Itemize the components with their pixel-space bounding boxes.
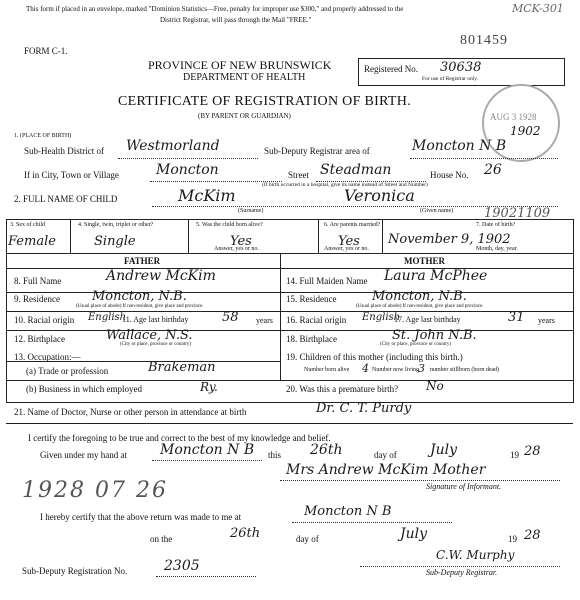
city-label: If in City, Town or Village [24, 170, 119, 180]
city-value: Moncton [156, 162, 219, 178]
area-value: Moncton N B [412, 138, 507, 154]
given-this-label: this [268, 450, 282, 460]
premature-value: No [426, 379, 444, 393]
year-note: 1902 [510, 124, 541, 138]
certify2-month: July [400, 526, 428, 542]
father-birthplace-note: (City or place, province or country) [120, 342, 192, 347]
dob-value: November 9, 1902 [388, 232, 511, 247]
serial-number: 801459 [460, 33, 508, 48]
mother-age-unit: years [538, 316, 555, 325]
child-surname: McKim [178, 186, 236, 205]
notice-line-2: District Registrar, will pass through the Mail "FREE." [160, 16, 312, 24]
certificate-title: CERTIFICATE OF REGISTRATION OF BIRTH. [118, 94, 411, 109]
premature-label: 20. Was this a premature birth? [286, 384, 399, 394]
born-alive-label: Number born alive [304, 367, 350, 373]
stillborn-label: number stillborn (born dead) [430, 367, 500, 373]
registered-label: Registered No. [364, 64, 418, 74]
doctor-value: Dr. C. T. Purdy [316, 401, 412, 416]
child-code: 19021109 [484, 206, 551, 221]
mother-birthplace-label: 18. Birthplace [286, 334, 337, 344]
mother-birthplace-note: (City or place, province or country) [380, 342, 452, 347]
notice-line-1: This form if placed in an envelope, marked "Dominion Statistics—Free, penalty for improper use $300," and properly addressed to the [26, 5, 404, 13]
registered-note: For use of Registrar only. [422, 76, 479, 82]
mother-residence-value: Moncton, N.B. [372, 289, 467, 304]
father-residence-value: Moncton, N.B. [92, 289, 187, 304]
street-note: (If birth occurred in a hospital, give its name instead of Street and Number) [262, 182, 428, 188]
alive-note: Answer, yes or no. [214, 246, 259, 252]
business-value: Ry. [200, 380, 218, 394]
margin-date: 1928 07 26 [22, 478, 168, 503]
alive-value: Yes [230, 234, 252, 249]
sex-value: Female [8, 234, 56, 249]
given-year: 28 [524, 444, 541, 459]
mother-birthplace-value: St. John N.B. [392, 328, 477, 343]
registrar-signature: C.W. Murphy [436, 548, 515, 562]
certify2-year: 28 [524, 528, 541, 543]
trade-value: Brakeman [148, 360, 216, 375]
living-value: 3 [418, 362, 425, 375]
twin-label: 4. Single, twin, triplet or other? [78, 222, 154, 228]
house-label: House No. [430, 170, 469, 180]
form-code: FORM C-1. [24, 46, 68, 56]
mother-residence-label: 15. Residence [286, 294, 337, 304]
married-note: Answer, yes or no. [324, 246, 369, 252]
place-number: 1. (PLACE OF BIRTH) [14, 133, 72, 139]
certify2-text: I hereby certify that the above return was made to me at [40, 512, 242, 522]
mother-age-label: 17. Age last birthday [394, 315, 461, 324]
certify-text: I certify the foregoing to be true and correct to the best of my knowledge and belief. [28, 433, 331, 443]
father-name-value: Andrew McKim [106, 268, 216, 284]
business-label: (b) Business in which employed [26, 384, 142, 394]
street-value: Steadman [320, 162, 392, 178]
registrar-note: Sub-Deputy Registrar. [426, 568, 498, 577]
certify2-day-of-label: day of [296, 534, 319, 544]
mother-residence-note: (Usual place of abode) If non-resident, give place and province. [356, 304, 484, 309]
father-age-label: 11. Age last birthday [122, 315, 189, 324]
dob-label: 7. Date of birth? [476, 222, 516, 228]
father-age-unit: years [256, 316, 273, 325]
given-note: (Given name) [420, 208, 454, 214]
subdeputy-value: 2305 [164, 558, 200, 574]
given-year-prefix: 19 [510, 450, 519, 460]
father-heading: FATHER [124, 256, 161, 266]
subdeputy-label: Sub-Deputy Registration No. [22, 566, 128, 576]
district-value: Westmorland [126, 138, 220, 154]
father-residence-note: (Usual place of abode) If non-resident, give place and province. [76, 304, 204, 309]
father-race-value: English [88, 312, 127, 323]
given-place: Moncton N B [160, 442, 255, 458]
mother-name-label: 14. Full Maiden Name [286, 276, 368, 286]
mother-age-value: 31 [508, 310, 525, 325]
street-label: Street [288, 170, 309, 180]
registered-value: 30638 [440, 60, 482, 75]
certify2-day: 26th [230, 526, 261, 541]
given-day-of-label: day of [374, 450, 397, 460]
stamp-date: AUG 3 1928 [490, 112, 537, 122]
father-race-label: 10. Racial origin [14, 315, 75, 325]
certificate-subtitle: (BY PARENT OR GUARDIAN) [198, 112, 291, 120]
father-birthplace-label: 12. Birthplace [14, 334, 65, 344]
trade-label: (a) Trade or profession [26, 366, 109, 376]
given-day: 26th [310, 442, 343, 458]
twin-value: Single [94, 234, 136, 249]
area-label: Sub-Deputy Registrar area of [264, 146, 370, 156]
mother-heading: MOTHER [404, 256, 446, 266]
dob-note: Month, day, year. [476, 246, 518, 252]
mother-race-label: 16. Racial origin [286, 315, 347, 325]
department-title: DEPARTMENT OF HEALTH [183, 72, 306, 83]
children-label: 19. Children of this mother (including this birth.) [286, 352, 463, 362]
living-label: Number now living [372, 367, 419, 373]
born-alive-value: 4 [362, 362, 369, 375]
certify2-year-prefix: 19 [508, 534, 517, 544]
child-given-name: Veronica [344, 186, 415, 205]
father-residence-label: 9. Residence [14, 294, 60, 304]
house-value: 26 [484, 162, 502, 178]
father-age-value: 58 [222, 310, 239, 325]
child-name-label: 2. FULL NAME OF CHILD [14, 194, 118, 204]
informant-note: Signature of Informant. [426, 482, 502, 491]
occupation-label: 13. Occupation:— [14, 352, 81, 362]
certify2-place: Moncton N B [304, 504, 392, 519]
district-label: Sub-Health District of [24, 146, 104, 156]
province-title: PROVINCE OF NEW BRUNSWICK [148, 58, 332, 72]
mother-race-value: English [362, 312, 401, 323]
sex-label: 3. Sex of child [10, 222, 45, 228]
married-value: Yes [338, 234, 360, 249]
given-label: Given under my hand at [40, 450, 127, 460]
mother-name-value: Laura McPhee [384, 268, 488, 284]
married-label: 6. Are parents married? [324, 222, 381, 228]
given-month: July [430, 442, 458, 458]
certify2-on-label: on the [150, 534, 173, 544]
father-birthplace-value: Wallace, N.S. [106, 328, 193, 343]
doctor-label: 21. Name of Doctor, Nurse or other person in attendance at birth [14, 407, 247, 417]
surname-note: (Surname) [238, 208, 264, 214]
informant-signature: Mrs Andrew McKim Mother [286, 462, 486, 478]
father-name-label: 8. Full Name [14, 276, 62, 286]
corner-note: MCK-301 [512, 2, 564, 15]
alive-label: 5. Was the child born alive? [196, 222, 263, 228]
